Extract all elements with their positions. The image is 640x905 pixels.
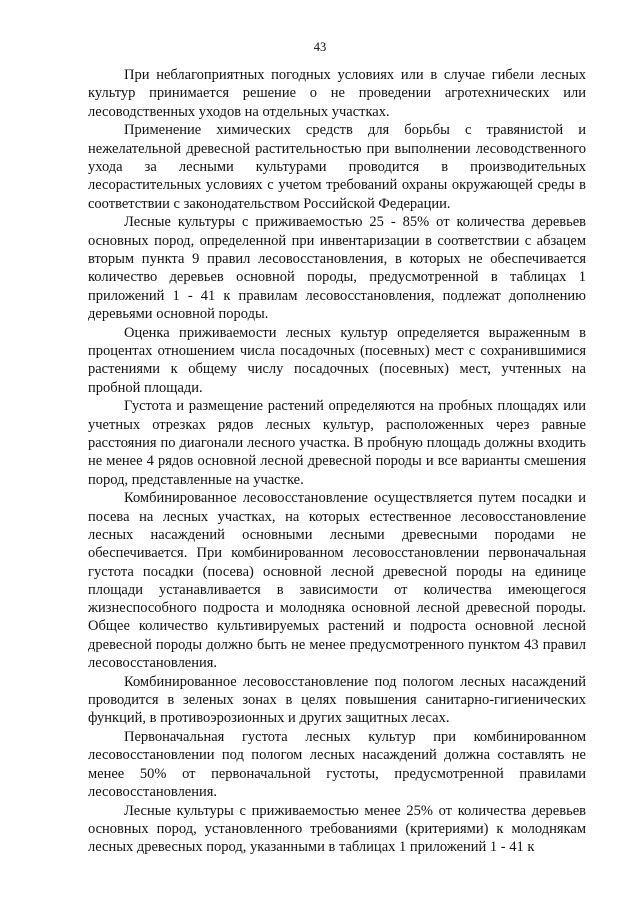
paragraph: Лесные культуры с приживаемостью менее 25% от количества деревьев основных пород, установленного требованиями (критериями) к молоднякам лесных древесных пород, указанными в таблицах 1 приложений 1 - 41 к	[88, 802, 586, 856]
paragraph: Первоначальная густота лесных культур при комбинированном лесовосстановлении под пологом лесных насаждений должна составлять не менее 50% от первоначальной густоты, предусмотренной правилами лесовосстановления.	[88, 729, 586, 801]
paragraph: Применение химических средств для борьбы с травянистой и нежелательной древесной растительностью при выполнении лесоводственного ухода за лесными культурами проводится в производительных лесорастительных условиях с учетом требований охраны окружающей среды в соответствии с законодательством Российской Федерации.	[88, 122, 586, 212]
paragraph: Густота и размещение растений определяются на пробных площадях или учетных отрезках рядов лесных культур, расположенных через равные расстояния по диагонали лесного участка. В пробную площадь должны входить не менее 4 рядов основной лесной древесной породы и все варианты смешения пород, представленные на участке.	[88, 398, 586, 488]
document-body	[88, 66, 586, 857]
page-number: 43	[313, 40, 327, 54]
paragraph: Лесные культуры с приживаемостью 25 - 85% от количества деревьев основных пород, определенной при инвентаризации в соответствии с абзацем вторым пункта 9 правил лесовосстановления, в которых не обеспечивается количество деревьев основной породы, предусмотренной в таблицах 1 приложений 1 - 41 к правилам лесовосстановления, подлежат дополнению деревьями основной породы.	[88, 214, 586, 322]
paragraph: При неблагоприятных погодных условиях или в случае гибели лесных культур принимается решение о не проведении агротехнических или лесоводственных уходов на отдельных участках.	[88, 67, 586, 120]
paragraph: Комбинированное лесовосстановление осуществляется путем посадки и посева на лесных участках, на которых естественное лесовосстановление лесных насаждений основными лесными древесными породами не обеспечивается. При комбинированном лесовосстановлении первоначальная густота посадки (посева) основной лесной древесной породы на единице площади устанавливается в зависимости от количества имеющегося жизнеспособного подроста и молодняка основной лесной древесной породы. Общее количество культивируемых растений и подроста основной лесной древесной породы должно быть не менее предусмотренного пунктом 43 правил лесовосстановления.	[88, 490, 586, 671]
paragraph: Оценка приживаемости лесных культур определяется выраженным в процентах отношением числа посадочных (посевных) мест с сохранившимися растениями к общему числу посадочных (посевных) мест, учтенных на пробной площади.	[88, 324, 586, 396]
paragraph: Комбинированное лесовосстановление под пологом лесных насаждений проводится в зеленых зонах в целях повышения санитарно-гигиенических функций, в противоэрозионных и других защитных лесах.	[88, 673, 586, 727]
